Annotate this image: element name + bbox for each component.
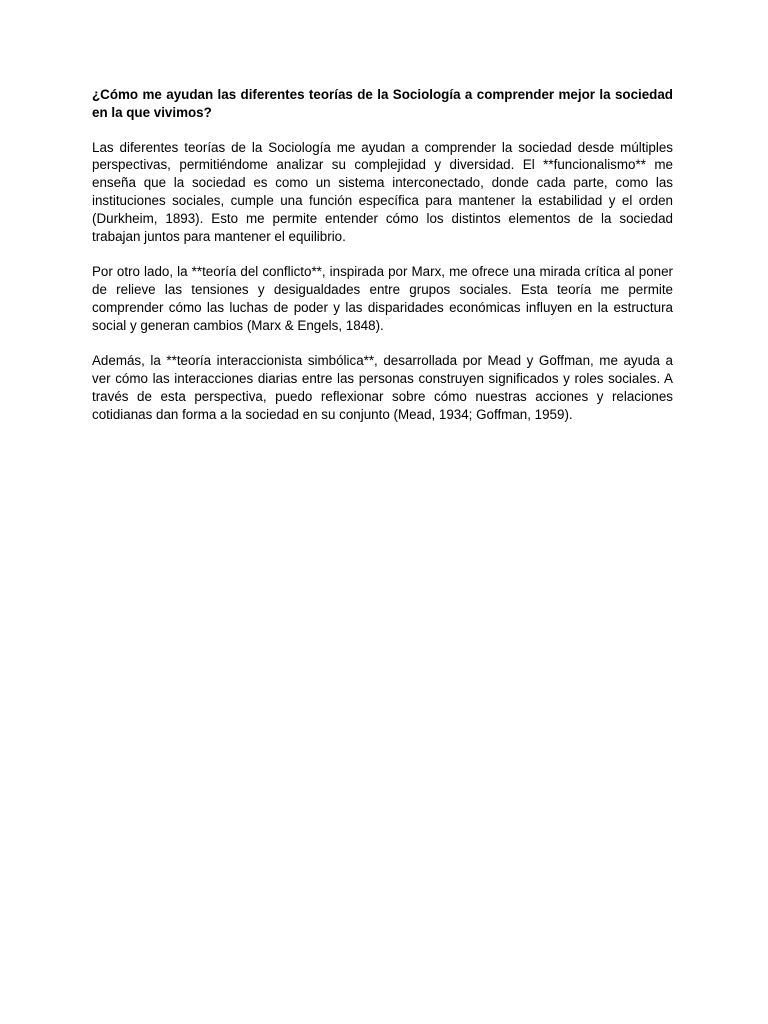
paragraph-conflict-theory: Por otro lado, la **teoría del conflicto**, inspirada por Marx, me ofrece una mirada crítica al poner de relieve las tensiones y desigualdades entre grupos sociales. Esta teoría me permite comprender cómo las luchas de poder y las disparidades económicas influyen en la estructura social y generan cambios (Marx & Engels, 1848). — [92, 264, 673, 333]
question-heading: ¿Cómo me ayudan las diferentes teorías de la Sociología a comprender mejor la sociedad en la que vivimos? — [92, 87, 673, 120]
paragraph-symbolic-interactionism: Además, la **teoría interaccionista simbólica**, desarrollada por Mead y Goffman, me ayuda a ver cómo las interacciones diarias entre las personas construyen significados y roles sociales. A través de esta perspectiva, puedo reflexionar sobre cómo nuestras acciones y relaciones cotidianas dan forma a la sociedad en su conjunto (Mead, 1934; Goffman, 1959). — [92, 353, 673, 422]
paragraph-functionalism: Las diferentes teorías de la Sociología me ayudan a comprender la sociedad desde múltiples perspectivas, permitiéndome analizar su complejidad y diversidad. El **funcionalismo** me enseña que la sociedad es como un sistema interconectado, donde cada parte, como las instituciones sociales, cumple una función específica para mantener la estabilidad y el orden (Durkheim, 1893). Esto me permite entender cómo los distintos elementos de la sociedad trabajan juntos para mantener el equilibrio. — [92, 139, 673, 244]
document-body — [92, 86, 673, 441]
